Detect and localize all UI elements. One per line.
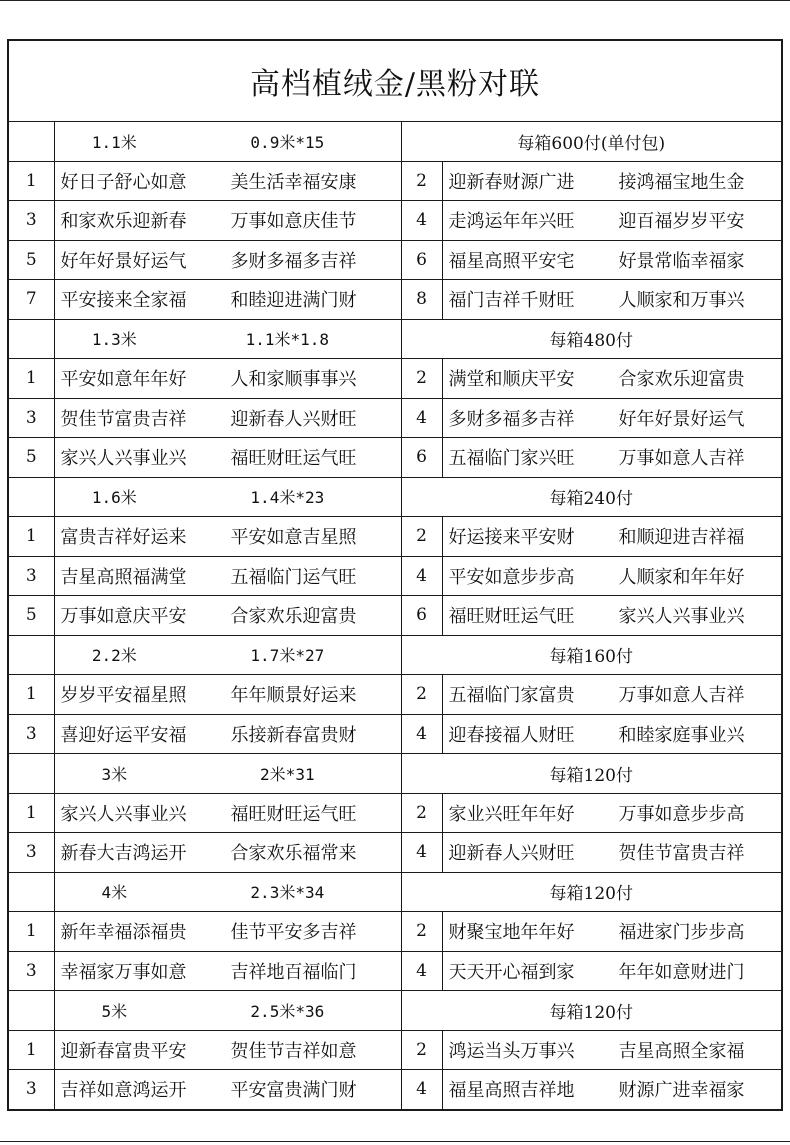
spec-group [55,880,401,903]
dimension-label: 2.5米*36 [250,1001,325,1021]
couplet-row [9,280,781,320]
couplet-table-body [9,122,781,1109]
pack-cell [401,991,781,1031]
couplet-first-line: 福旺财旺运气旺 [448,606,575,628]
couplet-first-line: 迎春接福人财旺 [448,724,575,746]
dimension-label: 2.3米*34 [250,883,325,903]
couplet-first-line: 吉祥如意鸿运开 [60,1080,187,1102]
item-number: 5 [9,240,54,280]
couplet-cell [442,280,781,320]
item-number: 6 [401,596,442,636]
pack-cell [401,872,781,912]
couplet-pair [443,247,782,273]
couplet-cell [442,1070,781,1109]
couplet-first-line: 吉星高照福满堂 [60,566,187,588]
item-number: 2 [401,1030,442,1070]
couplet-cell [54,398,401,438]
couplet-first-line: 福星高照吉祥地 [448,1080,575,1102]
couplet-cell [442,596,781,636]
couplet-pair [443,1076,782,1102]
pack-label: 每箱160付 [549,647,633,668]
dimension-label: 1.1米*1.8 [245,330,330,350]
couplet-first-line: 天天开心福到家 [448,961,575,983]
couplet-pair [55,523,401,549]
item-number: 2 [401,517,442,557]
spec-cell [54,754,401,794]
spec-row [9,477,781,517]
pack-label: 每箱120付 [549,884,633,905]
couplet-cell [54,1030,401,1070]
couplet-cell [54,201,401,241]
couplet-first-line: 和家欢乐迎新春 [60,211,187,233]
couplet-pair [55,681,401,707]
item-number: 4 [401,951,442,991]
couplet-pair [443,286,782,312]
couplet-cell [54,438,401,478]
couplet-row [9,714,781,754]
couplet-second-line: 人顺家和万事兴 [618,290,745,312]
couplet-first-line: 好年好景好运气 [60,250,187,272]
item-number: 3 [9,1070,54,1109]
couplet-row [9,161,781,201]
couplet-cell [54,359,401,399]
couplet-row [9,359,781,399]
size-label: 3米 [101,764,128,784]
couplet-cell [54,833,401,873]
item-number: 2 [401,161,442,201]
couplet-cell [442,1030,781,1070]
couplet-first-line: 幸福家万事如意 [60,961,187,983]
couplet-first-line: 贺佳节富贵吉祥 [60,408,187,430]
couplet-cell [442,240,781,280]
couplet-second-line: 多财多福多吉祥 [230,250,357,272]
couplet-pair [443,405,782,431]
couplet-first-line: 鸿运当头万事兴 [448,1040,575,1062]
couplet-cell [54,517,401,557]
couplet-cell [442,951,781,991]
spec-group [55,130,401,153]
couplet-cell [54,280,401,320]
item-number: 3 [9,556,54,596]
couplet-first-line: 迎新春人兴财旺 [448,843,575,865]
couplet-second-line: 万事如意人吉祥 [618,685,745,707]
couplet-row [9,793,781,833]
spec-row [9,872,781,912]
couplet-pair [443,958,782,984]
couplet-first-line: 家兴人兴事业兴 [60,448,187,470]
couplet-second-line: 好景常临幸福家 [618,250,745,272]
item-number: 4 [401,714,442,754]
couplet-second-line: 人顺家和年年好 [618,566,745,588]
item-number: 3 [9,833,54,873]
couplet-cell [442,714,781,754]
couplet-first-line: 多财多福多吉祥 [448,408,575,430]
pack-cell [401,477,781,517]
couplet-pair [443,681,782,707]
couplet-first-line: 新春大吉鸿运开 [60,843,187,865]
couplet-pair [443,523,782,549]
spec-cell [54,635,401,675]
couplet-pair [443,365,782,391]
couplet-cell [54,596,401,636]
couplet-second-line: 财源广进幸福家 [618,1080,745,1102]
couplet-pair [443,602,782,628]
couplet-row [9,596,781,636]
couplet-pair [55,721,401,747]
pack-label: 每箱120付 [549,765,633,786]
spec-group [55,485,401,508]
couplet-second-line: 合家欢乐迎富贵 [618,369,745,391]
item-number: 8 [401,280,442,320]
spec-cell [54,991,401,1031]
couplet-cell [54,951,401,991]
couplet-row [9,398,781,438]
couplet-second-line: 接鸿福宝地生金 [618,171,745,193]
size-label: 1.6米 [91,488,137,508]
couplet-second-line: 合家欢乐福常来 [230,843,357,865]
item-number: 1 [9,793,54,833]
spec-blank-cell [9,319,54,359]
dimension-label: 1.7米*27 [250,646,325,666]
pack-cell [401,122,781,161]
spec-row [9,319,781,359]
couplet-row [9,240,781,280]
couplet-pair [443,168,782,194]
couplet-row [9,1070,781,1109]
couplet-second-line: 福旺财旺运气旺 [230,803,357,825]
couplet-pair [443,207,782,233]
spec-blank-cell [9,635,54,675]
spec-row [9,991,781,1031]
item-number: 4 [401,398,442,438]
couplet-pair [443,444,782,470]
item-number: 7 [9,280,54,320]
couplet-second-line: 吉星高照全家福 [618,1040,745,1062]
couplet-second-line: 美生活幸福安康 [230,171,357,193]
couplet-row [9,833,781,873]
couplet-first-line: 平安接来全家福 [60,290,187,312]
couplet-pair [55,444,401,470]
couplet-cell [54,556,401,596]
couplet-second-line: 年年顺景好运来 [230,685,357,707]
couplet-second-line: 好年好景好运气 [618,408,745,430]
item-number: 2 [401,675,442,715]
item-number: 1 [9,517,54,557]
couplet-cell [54,793,401,833]
couplet-second-line: 贺佳节吉祥如意 [230,1040,357,1062]
couplet-second-line: 和睦迎进满门财 [230,290,357,312]
item-number: 6 [401,240,442,280]
couplet-second-line: 人和家顺事事兴 [230,369,357,391]
couplet-cell [442,438,781,478]
couplet-first-line: 五福临门家兴旺 [448,448,575,470]
couplet-first-line: 满堂和顺庆平安 [448,369,575,391]
item-number: 4 [401,1070,442,1109]
couplet-second-line: 吉祥地百福临门 [230,961,357,983]
pack-cell [401,754,781,794]
item-number: 1 [9,912,54,952]
couplet-pair [55,365,401,391]
couplet-pair [55,800,401,826]
couplet-cell [442,912,781,952]
couplet-cell [442,793,781,833]
couplet-row [9,556,781,596]
spec-cell [54,872,401,912]
spec-blank-cell [9,872,54,912]
size-label: 1.3米 [91,330,137,350]
pack-label: 每箱600付(单付包) [517,133,666,154]
product-sheet [7,39,783,1111]
couplet-pair [55,1076,401,1102]
couplet-pair [55,602,401,628]
item-number: 2 [401,793,442,833]
item-number: 5 [9,596,54,636]
spec-group [55,643,401,666]
spec-group [55,327,401,350]
couplet-first-line: 家兴人兴事业兴 [60,803,187,825]
couplet-second-line: 乐接新春富贵财 [230,724,357,746]
couplet-first-line: 福门吉祥千财旺 [448,290,575,312]
pack-label: 每箱240付 [549,489,633,510]
couplet-row [9,951,781,991]
item-number: 1 [9,675,54,715]
couplet-cell [442,359,781,399]
pack-label: 每箱480付 [549,331,633,352]
couplet-second-line: 福旺财旺运气旺 [230,448,357,470]
couplet-second-line: 和顺迎进吉祥福 [618,527,745,549]
dimension-label: 1.4米*23 [250,488,325,508]
item-number: 1 [9,359,54,399]
couplet-pair [443,800,782,826]
pack-cell [401,635,781,675]
spec-group [55,762,401,785]
pack-cell [401,319,781,359]
couplet-cell [54,161,401,201]
item-number: 4 [401,833,442,873]
couplet-second-line: 万事如意步步高 [618,803,745,825]
couplet-first-line: 迎新春富贵平安 [60,1040,187,1062]
top-rule [0,0,790,1]
couplet-pair [443,839,782,865]
couplet-second-line: 年年如意财进门 [618,961,745,983]
page-title: 高档植绒金/黑粉对联 [249,67,541,102]
item-number: 6 [401,438,442,478]
couplet-pair [443,721,782,747]
couplet-cell [442,517,781,557]
couplet-second-line: 五福临门运气旺 [230,566,357,588]
couplet-first-line: 好运接来平安财 [448,527,575,549]
size-label: 2.2米 [91,646,137,666]
couplet-second-line: 平安富贵满门财 [230,1080,357,1102]
couplet-pair [55,405,401,431]
couplet-pair [55,1037,401,1063]
couplet-second-line: 贺佳节富贵吉祥 [618,843,745,865]
title-row [9,41,781,122]
spec-cell [54,319,401,359]
dimension-label: 2米*31 [260,764,315,784]
spec-cell [54,122,401,161]
couplet-cell [442,398,781,438]
item-number: 4 [401,201,442,241]
item-number: 1 [9,1030,54,1070]
couplet-second-line: 佳节平安多吉祥 [230,922,357,944]
item-number: 2 [401,359,442,399]
couplet-cell [442,201,781,241]
couplet-second-line: 迎新春人兴财旺 [230,408,357,430]
couplet-first-line: 喜迎好运平安福 [60,724,187,746]
couplet-first-line: 平安如意年年好 [60,369,187,391]
spec-blank-cell [9,122,54,161]
spec-blank-cell [9,754,54,794]
couplet-pair [55,168,401,194]
couplet-first-line: 福星高照平安宅 [448,250,575,272]
couplet-row [9,438,781,478]
couplet-cell [442,161,781,201]
couplet-pair [55,207,401,233]
couplet-first-line: 平安如意步步高 [448,566,575,588]
couplet-pair [55,247,401,273]
couplet-row [9,517,781,557]
couplet-first-line: 家业兴旺年年好 [448,803,575,825]
spec-row [9,122,781,161]
couplet-second-line: 迎百福岁岁平安 [618,211,745,233]
couplet-pair [55,839,401,865]
couplet-pair [55,918,401,944]
couplet-cell [54,240,401,280]
couplet-cell [54,1070,401,1109]
couplet-pair [443,1037,782,1063]
couplet-pair [443,918,782,944]
item-number: 3 [9,951,54,991]
couplet-cell [54,714,401,754]
couplet-second-line: 家兴人兴事业兴 [618,606,745,628]
couplet-table [9,122,781,1109]
couplet-cell [442,833,781,873]
couplet-pair [55,286,401,312]
size-label: 5米 [101,1001,128,1021]
bottom-rule [0,1141,790,1142]
couplet-first-line: 岁岁平安福星照 [60,685,187,707]
couplet-cell [54,912,401,952]
couplet-pair [55,563,401,589]
couplet-cell [54,675,401,715]
couplet-pair [443,563,782,589]
item-number: 1 [9,161,54,201]
couplet-second-line: 万事如意人吉祥 [618,448,745,470]
couplet-row [9,912,781,952]
couplet-cell [442,675,781,715]
couplet-first-line: 走鸿运年年兴旺 [448,211,575,233]
couplet-first-line: 五福临门家富贵 [448,685,575,707]
couplet-row [9,201,781,241]
spec-group [55,999,401,1022]
couplet-first-line: 好日子舒心如意 [60,171,187,193]
couplet-first-line: 新年幸福添福贵 [60,922,187,944]
size-label: 1.1米 [91,132,137,152]
item-number: 3 [9,398,54,438]
couplet-cell [442,556,781,596]
item-number: 5 [9,438,54,478]
couplet-row [9,1030,781,1070]
couplet-row [9,675,781,715]
item-number: 4 [401,556,442,596]
couplet-second-line: 福进家门步步高 [618,922,745,944]
couplet-pair [55,958,401,984]
size-label: 4米 [101,883,128,903]
spec-cell [54,477,401,517]
couplet-first-line: 万事如意庆平安 [60,606,187,628]
couplet-second-line: 和睦家庭事业兴 [618,724,745,746]
couplet-first-line: 迎新春财源广进 [448,171,575,193]
spec-blank-cell [9,991,54,1031]
couplet-first-line: 富贵吉祥好运来 [60,527,187,549]
spec-row [9,754,781,794]
couplet-second-line: 合家欢乐迎富贵 [230,606,357,628]
item-number: 3 [9,201,54,241]
couplet-first-line: 财聚宝地年年好 [448,922,575,944]
spec-blank-cell [9,477,54,517]
dimension-label: 0.9米*15 [250,132,325,152]
couplet-second-line: 万事如意庆佳节 [230,211,357,233]
couplet-second-line: 平安如意吉星照 [230,527,357,549]
spec-row [9,635,781,675]
item-number: 2 [401,912,442,952]
pack-label: 每箱120付 [549,1002,633,1023]
item-number: 3 [9,714,54,754]
